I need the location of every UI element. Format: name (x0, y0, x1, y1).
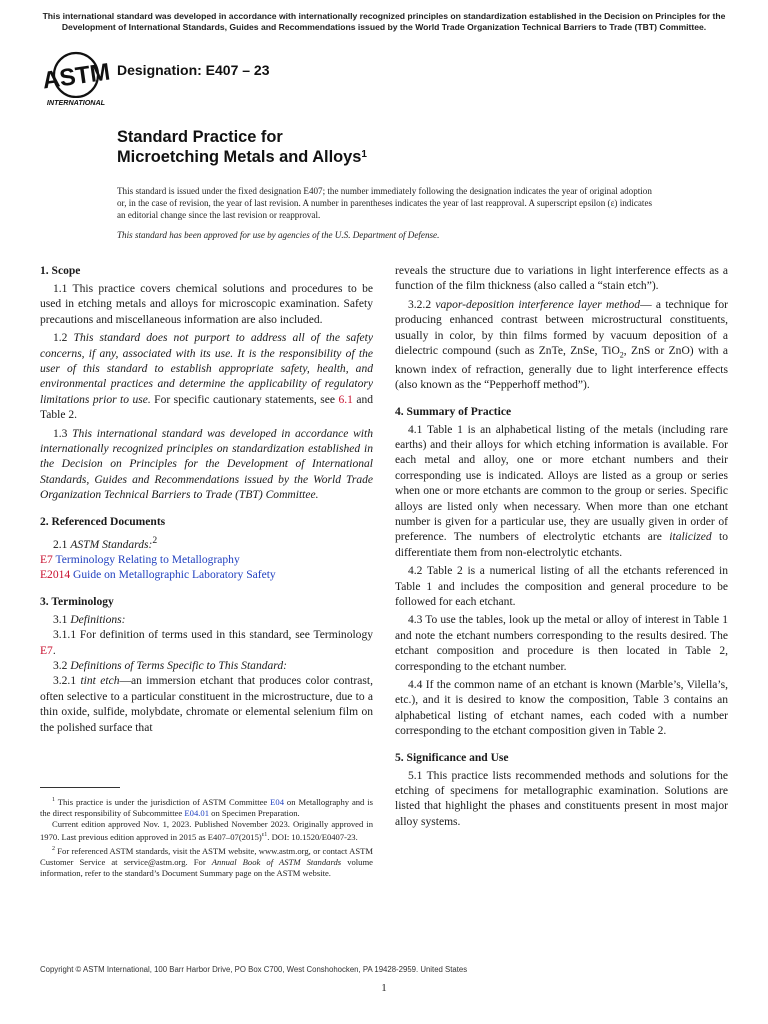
footnote-1-edition: Current edition approved Nov. 1, 2023. Published November 2023. Originally approved in 1970. Last previous edition approved in 2015 as $E407-07(2015)^{\varepsilon 1}$. DOI: 10.1520/E0407-23. (40, 819, 373, 843)
para-3-2-2: 3.2.2 vapor-deposition interference layer method— a technique for producing enhanced contrast between microstructural constituents, usually in color, by thin films formed by vacuum deposition of a dielectric compound (such as ZnTe, ZnSe, TiO$_2$, ZnS or ZnO) with a known index of refraction, generally due to light interference effects (also known as the “Pepperhoff method”). (395, 298, 728, 392)
para-5-1: 5.1 This practice lists recommended methods and solutions for the etching of specimens for metallographic examination. Solutions are listed that highlight the phases and constituents present in most major alloy systems. (395, 769, 728, 828)
para-4-2: 4.2 Table 2 is a numerical listing of all the etchants referenced in Table 1 and includes the composition and general procedure to be followed for each etchant. (395, 565, 728, 609)
astm-logo (42, 51, 110, 107)
link-e7[interactable]: E7 (40, 644, 53, 657)
astm-logo-icon (42, 51, 110, 107)
title-line-2: Microetching Metals and Alloys$^1$ (117, 148, 367, 166)
footnote-2: $^2$ For referenced ASTM standards, visit the ASTM website, www.astm.org, or contact ASTM Customer Service at service@astm.org. For Annual Book of ASTM Standards volume information, refer to the standard’s Document Summary page on the ASTM website. (40, 845, 373, 878)
para-4-4: 4.4 If the common name of an etchant is known (Marble’s, Vilella’s, etc.), and it is desired to know the composition, Table 3 contains an alphabetical listing of etchant names, each coded with a number corresponding to the etchant composition given in Table 2. (395, 679, 728, 738)
para-3-1: 3.1 Definitions: (53, 613, 126, 626)
right-column (395, 264, 728, 830)
ref-item-e2014[interactable]: E2014 Guide on Metallographic Laboratory Safety (40, 569, 276, 582)
para-4-3: 4.3 To use the tables, look up the metal or alloy of interest in Table 1 and note the etchant numbers corresponding to the results desired. The etchant composition and procedure is then located in Table 2, corresponding to the etchant number. (395, 614, 728, 673)
title-line-1: Standard Practice for (117, 128, 283, 146)
link-e04-01[interactable]: E04.01 (184, 808, 209, 819)
left-column (40, 264, 373, 736)
para-1-3: 1.3 This international standard was developed in accordance with internationally recognized principles on standardization established in the Decision on Principles for the Development of International Standards, Guides and Recommendations issued by the World Trade Organization Technical Barriers to Trade (TBT) Committee. (40, 427, 373, 502)
significance-heading: 5. Significance and Use (395, 751, 509, 764)
para-1-2: 1.2 This standard does not purport to address all of the safety concerns, if any, associated with its use. It is the responsibility of the user of this standard to establish appropriate safety, health, and environmental practices and determine the applicability of regulatory limitations prior to use. For specific cautionary statements, see 6.1 and Table 2. (40, 332, 373, 422)
ref-item-e7[interactable]: E7 Terminology Relating to Metallography (40, 553, 240, 566)
dod-approval: This standard has been approved for use by agencies of the U.S. Department of Defense. (117, 230, 440, 240)
logo-word: INTERNATIONAL (46, 98, 106, 107)
document-title (117, 127, 367, 167)
para-3-1-1: 3.1.1 For definition of terms used in this standard, see Terminology E7. (40, 629, 373, 657)
title-footnote-ref[interactable]: 1 (361, 149, 367, 160)
svg-text:ASTM: ASTM (42, 58, 110, 95)
terminology-heading: 3. Terminology (40, 595, 114, 608)
link-e04[interactable]: E04 (270, 796, 285, 807)
para-3-2-1: 3.2.1 tint etch—an immersion etchant that produces color contrast, often selective to a particular constituent in the microstructure, due to a thin oxide, sulfide, molybdate, chromate or elemental selenium film on the polished surface that (40, 675, 373, 734)
para-3-2: 3.2 Definitions of Terms Specific to This Standard: (53, 659, 287, 672)
footnote-ref-2[interactable]: 2 (152, 534, 158, 546)
footnotes (40, 795, 373, 879)
para-4-1: 4.1 Table 1 is an alphabetical listing of the metals (including rare earths) and their alloys for which etching information is available. For each metal and alloy, one or more etchant numbers and their corresponding use is indicated. Alloys are listed as a group or series when one or more etchants are common to the group or series. Specific alloys are listed only when necessary. When more than one etchant number is given for a particular use, they are usually given in order of preference. The numbers of electrolytic etchants are italicized to differentiate them from non-electrolytic etchants. (395, 423, 728, 559)
para-3-2-1-continued: reveals the structure due to variations in light interference effects as a function of the film thickness (also called a “stain etch”). (395, 265, 728, 293)
footnote-1: $^1$ This practice is under the jurisdiction of ASTM Committee E04 on Metallography and is the direct responsibility of Subcommittee E04.01 on Specimen Preparation. (40, 796, 374, 819)
para-1-1: 1.1 This practice covers chemical solutions and procedures to be used in etching metals and alloys for microscopic examination. Safety precautions and miscellaneous information are also included. (40, 283, 373, 326)
copyright: Copyright © ASTM International, 100 Barr Harbor Drive, PO Box C700, West Conshohocken, PA 19428-2959. United States (40, 965, 468, 974)
refdocs-heading: 2. Referenced Documents (40, 515, 166, 528)
wto-notice: This international standard was developed in accordance with internationally recognized principles on standardization established in the Decision on Principles for the Development of International Standards, Guides and Recommendations issued by the World Trade Organization Technical Barriers to Trade (TBT) Committee. (42, 11, 726, 32)
link-6-1[interactable]: 6.1 (338, 393, 353, 406)
page-number: 1 (381, 982, 387, 994)
designation: Designation: E407 – 23 (117, 62, 270, 78)
summary-heading: 4. Summary of Practice (395, 405, 512, 418)
scope-heading: 1. Scope (40, 265, 81, 277)
para-2-1: 2.1 ASTM Standards:$^2$ (53, 534, 158, 551)
footnote-divider (40, 787, 120, 788)
preamble: This standard is issued under the fixed designation E407; the number immediately following the designation indicates the year of original adoption or, in the case of revision, the year of last revision. A number in parentheses indicates the year of last reapproval. A superscript epsilon (ε) indicates an editorial change since the last revision or reapproval. (117, 186, 653, 221)
